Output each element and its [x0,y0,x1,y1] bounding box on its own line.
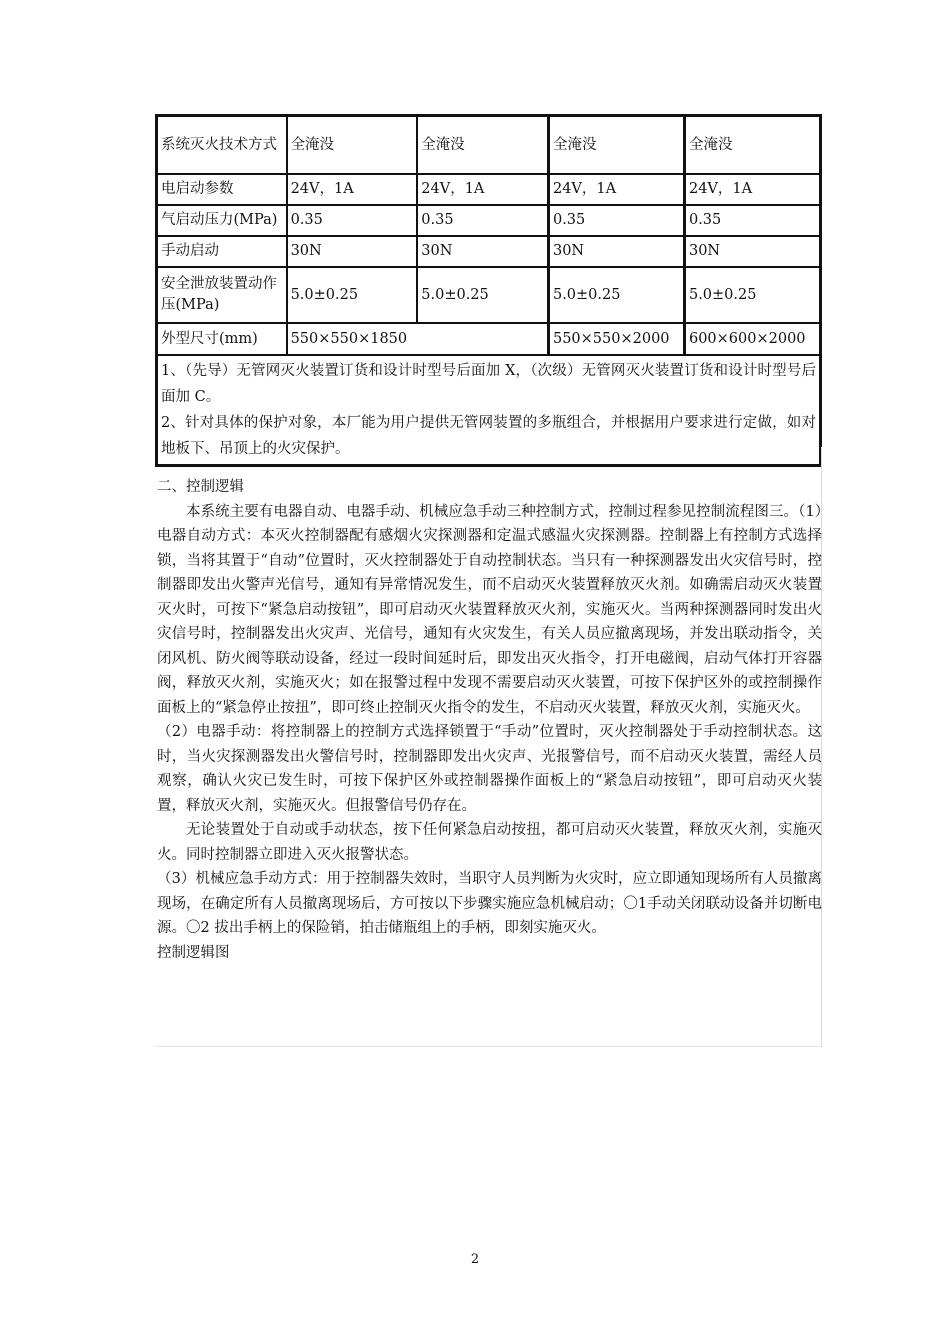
row-label: 手动启动 [157,236,287,267]
table-cell: 5.0±0.25 [287,267,418,323]
spec-table [155,114,822,467]
section-divider [155,1046,822,1047]
table-cell: 30N [417,236,548,267]
table-row [157,236,820,267]
table-row [157,323,820,355]
table-row [157,267,820,323]
paragraph: （2）电器手动：将控制器上的控制方式选择锁置于“手动”位置时，灭火控制器处于手动控制状态。这时，当火灾探测器发出火警信号时，控制器即发出火灾声、光报警信号，而不启动灭火装置，需经人员观察，确认火灾已发生时，可按下保护区外或控制器操作面板上的“紧急启动按钮”，即可启动灭火装置，释放灭火剂，实施灭火。但报警信号仍存在。 [157,724,822,814]
table-cell: 30N [548,236,684,267]
paragraph: 本系统主要有电器自动、电器手动、机械应急手动三种控制方式，控制过程参见控制流程图三。（1）电器自动方式：本灭火控制器配有感烟火灾探测器和定温式感温火灾探测器。控制器上有控制方式选择锁，当将其置于“自动”位置时，灭火控制器处于自动控制状态。当只有一种探测器发出火灾信号时，控制器即发出火警声光信号，通知有异常情况发生，而不启动灭火装置释放灭火剂。如确需启动灭火装置灭火时，可按下“紧急启动按钮”，即可启动灭火装置释放灭火剂，实施灭火。当两种探测器同时发出火灾信号时，控制器发出火灾声、光信号，通知有火灾发生，有关人员应撤离现场，并发出联动指令，关闭风机、防火阀等联动设备，经过一段时间延时后，即发出灭火指令，打开电磁阀，启动气体打开容器阀，释放灭火剂，实施灭火；如在报警过程中发现不需要启动灭火装置，可按下保护区外的或控制操作面板上的“紧急停止按扭”，即可终止控制灭火指令的发生，不启动灭火装置，释放灭火剂，实施灭火。 [157,503,822,716]
figure-caption: 控制逻辑图 [157,944,230,961]
row-label: 气启动压力(MPa) [157,205,287,236]
table-notes-row [157,355,820,465]
table-cell: 0.35 [287,205,418,236]
table-row [157,116,820,174]
table-cell: 600×600×2000 [684,323,820,355]
table-cell: 24V，1A [417,174,548,205]
row-label: 系统灭火技术方式 [157,116,287,174]
table-cell: 0.35 [417,205,548,236]
row-label: 外型尺寸(mm) [157,323,287,355]
table-row [157,205,820,236]
table-cell: 全淹没 [417,116,548,174]
table-notes-cell [157,355,820,465]
table-cell: 0.35 [548,205,684,236]
table-note: 2、针对具体的保护对象，本厂能为用户提供无管网装置的多瓶组合，并根据用户要求进行定做，如对地板下、吊顶上的火灾保护。 [161,415,816,457]
table-row [157,174,820,205]
table-cell: 全淹没 [684,116,820,174]
table-cell: 5.0±0.25 [548,267,684,323]
table-cell: 5.0±0.25 [417,267,548,323]
table-cell: 5.0±0.25 [684,267,820,323]
table-cell: 550×550×2000 [548,323,684,355]
table-cell: 0.35 [684,205,820,236]
table-note: 1、（先导）无管网灭火装置订货和设计时型号后面加 X，（次级）无管网灭火装置订货和设计时型号后面加 C。 [161,363,816,405]
row-label: 安全泄放装置动作压(MPa) [157,267,287,323]
table-cell: 全淹没 [548,116,684,174]
table-cell: 24V，1A [684,174,820,205]
table-cell: 24V，1A [548,174,684,205]
table-cell: 24V，1A [287,174,418,205]
section-heading: 二、控制逻辑 [157,479,244,495]
table-cell-merged: 550×550×1850 [287,323,548,355]
section-body [157,475,822,965]
table-cell: 30N [287,236,418,267]
spec-table-body [157,116,820,465]
paragraph: 无论装置处于自动或手动状态，按下任何紧急启动按扭，都可启动灭火装置，释放灭火剂，实施灭火。同时控制器立即进入灭火报警状态。 [157,822,822,863]
table-cell: 30N [684,236,820,267]
paragraph: （3）机械应急手动方式：用于控制器失效时，当职守人员判断为火灾时，应立即通知现场所有人员撤离现场，在确定所有人员撤离现场后，方可按以下步骤实施应急机械启动；〇1手动关闭联动设备并切断电源。〇2 拔出手柄上的保险销，拍击储瓶组上的手柄，即刻实施灭火。 [157,871,822,936]
row-label: 电启动参数 [157,174,287,205]
table-cell: 全淹没 [287,116,418,174]
page-number: 2 [470,1252,480,1267]
